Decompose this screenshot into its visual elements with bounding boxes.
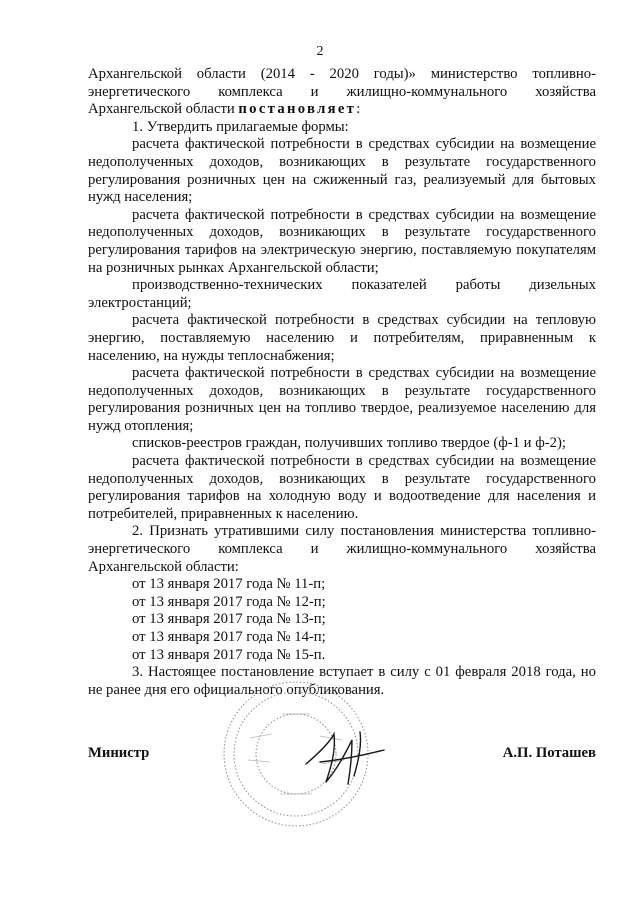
- form-item: расчета фактической потребности в средствах субсидии на тепловую энергию, поставляемую населению и потребителям, приравненным к населению, на нужды теплоснабжения;: [88, 312, 596, 364]
- item-1-heading: 1. Утвердить прилагаемые формы:: [132, 118, 349, 135]
- decree-keyword: постановляет: [238, 101, 357, 118]
- form-item: расчета фактической потребности в средствах субсидии на возмещение недополученных доходов, возникающих в результате государственного регулирования розничных цен на сжиженный газ, реализуемый для бытовых нужд населения;: [88, 136, 596, 206]
- form-item: расчета фактической потребности в средствах субсидии на возмещение недополученных доходов, возникающих в результате государственного регулирования тарифов на холодную воду и водоотведение для населения и потребителей, приравненных к населению.: [88, 453, 596, 522]
- form-item: расчета фактической потребности в средствах субсидии на возмещение недополученных доходов, возникающих в результате государственного регулирования тарифов на электрическую энергию, поставляемую покупателям на розничных рынках Архангельской области;: [88, 206, 596, 276]
- page-number: 2: [316, 44, 324, 59]
- signatory-position: Министр: [88, 745, 150, 761]
- item-2-paragraph: 2. Признать утратившими силу постановления министерства топливно-энергетического комплекса и жилищно-коммунального хозяйства Архангельской области:: [88, 523, 596, 575]
- form-item: расчета фактической потребности в средствах субсидии на возмещение недополученных доходов, возникающих в результате государственного регулирования розничных цен на топливо твердое, реализуемое населению для нужд отопления;: [88, 365, 596, 434]
- signatory-name: А.П. Поташев: [502, 745, 596, 761]
- form-item: производственно-технических показателей работы дизельных электростанций;: [88, 277, 596, 311]
- handwritten-signature: [300, 712, 390, 792]
- repealed-decree: от 13 января 2017 года № 14-п;: [132, 629, 326, 645]
- repealed-decree: от 13 января 2017 года № 12-п;: [132, 593, 326, 610]
- repealed-decree: от 13 января 2017 года № 13-п;: [132, 611, 326, 628]
- item-3-paragraph: 3. Настоящее постановление вступает в силу с 01 февраля 2018 года, но не ранее дня его официального опубликования.: [88, 664, 596, 698]
- repealed-decree: от 13 января 2017 года № 11-п;: [132, 576, 326, 593]
- form-item: списков-реестров граждан, получивших топливо твердое (ф-1 и ф-2);: [132, 435, 566, 452]
- intro-paragraph: Архангельской области (2014 - 2020 годы)» министерство топливно-энергетического комплекса и жилищно-коммунального хозяйства Архангельской области постановляет:: [88, 66, 596, 118]
- repealed-decree: от 13 января 2017 года № 15-п.: [132, 646, 326, 663]
- document-body: [88, 66, 596, 699]
